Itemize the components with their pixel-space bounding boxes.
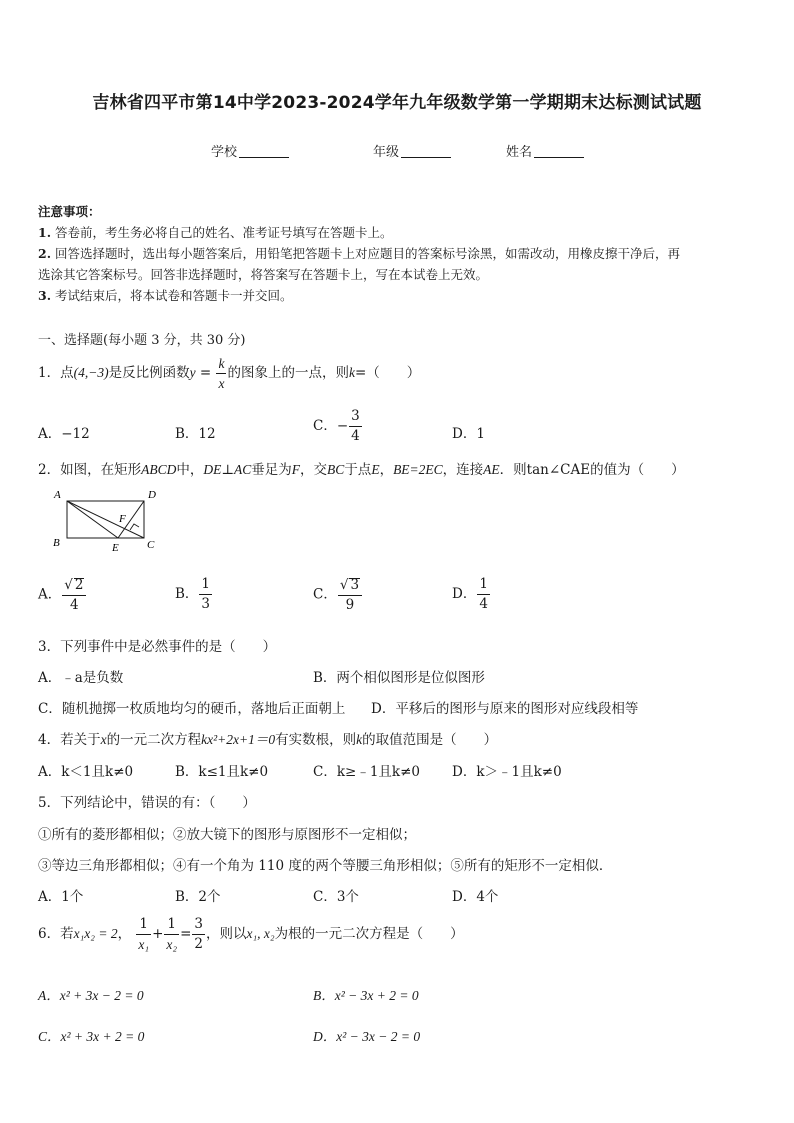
- notice-item-1: [38, 223, 393, 241]
- q2-option-d-num: 1: [477, 578, 490, 595]
- q4-k: k: [356, 732, 363, 747]
- q2-label-e: E: [112, 542, 119, 554]
- q4-equation: kx²+2x+1＝0: [201, 732, 276, 747]
- q1-func-lhs: y: [189, 365, 196, 380]
- q2-option-b: [175, 578, 213, 611]
- question-3-stem: 3．下列事件中是必然事件的是（ ）: [38, 639, 277, 655]
- q2-option-c-den: 9: [345, 596, 355, 613]
- q1-mid: 是反比例函数: [108, 365, 190, 381]
- q2-option-a-label: A．: [38, 586, 62, 603]
- q5-option-a: A．1个: [38, 889, 84, 905]
- q6-fraction-2: [164, 918, 179, 951]
- question-1-stem: 1．点(4,−3)是反比例函数y = $\frac{k}{x}$ 的图象上的一点，则k=（ ）: [38, 356, 421, 391]
- q6-frac3-den: 2: [194, 935, 203, 952]
- q2-ae: AE: [483, 462, 500, 477]
- q2-text2: 中，: [176, 462, 204, 478]
- q3-option-d: D．平移后的图形与原来的图形对应线段相等: [371, 701, 639, 717]
- q6-condition: x₁x₂ = 2: [73, 926, 118, 941]
- grade-label: 年级: [373, 145, 400, 160]
- question-5-stem: 5．下列结论中，错误的有：（ ）: [38, 795, 256, 811]
- school-field: [211, 141, 289, 160]
- q4-option-d: D．k＞﹣1且k≠0: [452, 764, 562, 780]
- q1-point: (4,−3): [73, 365, 109, 380]
- q4-x: x: [100, 732, 107, 747]
- q1-func-den: x: [218, 375, 225, 391]
- q2-e: E: [371, 462, 380, 477]
- q3-option-b: B．两个相似图形是位似图形: [313, 670, 485, 686]
- q6-option-c: C．x² + 3x + 2 = 0: [38, 1029, 145, 1044]
- notice-item-1-text: 答卷前，考生务必将自己的姓名、准考证号填写在答题卡上。: [55, 225, 393, 240]
- q1-func-fraction: [216, 357, 226, 390]
- q2-label-c: C: [147, 539, 155, 551]
- question-2-stem: [38, 458, 685, 478]
- q2-tan: tan∠CAE: [526, 462, 591, 478]
- q5-option-b: B．2个: [175, 889, 221, 905]
- page-title: 吉林省四平市第14中学2023-2024学年九年级数学第一学期期末达标测试试题: [92, 93, 702, 113]
- q3-option-c: C．随机抛掷一枚质地均匀的硬币，落地后正面朝上: [38, 701, 346, 717]
- q2-text5: 于点: [344, 462, 372, 478]
- q1-option-c-fraction: [349, 410, 362, 443]
- q2-option-d-fraction: [477, 578, 490, 611]
- q5-statements-line2: ③等边三角形都相似；④有一个角为 110 度的两个等腰三角形相似；⑤所有的矩形不一定相似．: [38, 858, 613, 874]
- q6-frac3-num: 3: [192, 918, 205, 935]
- q2-line-ac: [67, 501, 144, 538]
- name-blank: [534, 156, 584, 158]
- notice-item-2-text-line1: 回答选择题时，选出每小题答案后，用铅笔把答题卡上对应题目的答案标号涂黑，如需改动，用橡皮擦干净后，再: [55, 246, 681, 261]
- q2-label-f: F: [119, 513, 126, 525]
- q6-comma: ，: [117, 926, 132, 942]
- q2-option-a: [38, 578, 87, 612]
- q4-stem4: 的取值范围是（ ）: [362, 732, 498, 748]
- q2-label-d: D: [148, 489, 156, 501]
- q5-statements-line1: ①所有的菱形都相似；②放大镜下的图形与原图形不一定相似；: [38, 827, 416, 843]
- q2-text6: ，: [379, 462, 394, 478]
- q4-option-c: C．k≥﹣1且k≠0: [313, 764, 420, 780]
- q2-label-b: B: [53, 537, 60, 549]
- q2-be: BE=2EC: [393, 462, 443, 477]
- grade-field: [373, 141, 451, 160]
- q2-text8: ．则: [499, 462, 527, 478]
- q2-option-b-label: B．: [175, 586, 199, 602]
- q6-frac2-den: x₂: [166, 936, 178, 952]
- q5-option-d: D．4个: [452, 889, 499, 905]
- q4-option-a: A．k＜1且k≠0: [38, 764, 134, 780]
- q6-suffix2: 为根的一元二次方程是（ ）: [274, 926, 464, 942]
- notice-item-3-num: 3.: [38, 288, 52, 303]
- grade-blank: [401, 156, 451, 158]
- q2-label-a: A: [54, 489, 61, 501]
- q6-option-b: B．x² − 3x + 2 = 0: [313, 988, 419, 1003]
- q2-option-b-num: 1: [199, 578, 212, 595]
- q2-option-d-label: D．: [452, 586, 477, 602]
- notice-item-1-num: 1.: [38, 225, 52, 240]
- q1-k: k: [348, 365, 355, 380]
- q6-frac1-den: x₁: [138, 936, 150, 952]
- notice-item-3: [38, 286, 293, 304]
- q1-option-c-num: 3: [349, 410, 362, 427]
- q2-line-ae: [67, 501, 118, 538]
- q2-option-a-radicand: 2: [74, 577, 84, 593]
- q6-prefix: 6．若: [38, 926, 74, 942]
- q1-option-c-den: 4: [351, 427, 360, 444]
- q4-stem2: 的一元二次方程: [106, 732, 202, 748]
- q2-right-angle-mark: [130, 524, 139, 530]
- q5-option-c: C．3个: [313, 889, 359, 905]
- q2-option-c-label: C．: [313, 586, 337, 603]
- q4-stem1: 4．若关于: [38, 732, 101, 748]
- q2-option-a-den: 4: [70, 596, 79, 613]
- q2-option-b-den: 3: [201, 595, 211, 612]
- name-field: [506, 141, 584, 160]
- q6-option-d: D．x² − 3x − 2 = 0: [313, 1029, 421, 1044]
- notice-item-2: [38, 244, 680, 262]
- school-label: 学校: [211, 145, 238, 160]
- section-heading: 一、选择题(每小题 3 分，共 30 分): [38, 333, 246, 348]
- q6-frac1-num: 1: [136, 918, 151, 935]
- q1-end: =（ ）: [354, 365, 421, 381]
- q2-text9: 的值为（ ）: [590, 462, 685, 478]
- q1-func-num: k: [216, 357, 226, 374]
- q1-option-b: B．12: [175, 426, 216, 442]
- q6-eq: =: [180, 926, 192, 942]
- q2-text4: ，交: [300, 462, 328, 478]
- q1-option-a: A．−12: [38, 426, 90, 442]
- name-label: 姓名: [506, 145, 533, 160]
- q1-option-d: D．1: [452, 426, 485, 442]
- q1-suffix: 的图象上的一点，则: [227, 365, 349, 381]
- q2-de: DE⊥AC: [203, 462, 252, 477]
- notice-item-2-num: 2.: [38, 246, 52, 261]
- q6-fraction-3: [192, 918, 205, 951]
- q2-text1: 2．如图，在矩形: [38, 462, 142, 478]
- q2-f: F: [291, 462, 301, 477]
- q2-abcd: ABCD: [141, 462, 177, 477]
- question-6-stem: [38, 918, 464, 951]
- q6-fraction-1: [136, 918, 151, 951]
- notice-heading: 注意事项：: [38, 204, 101, 219]
- q1-option-c: [313, 410, 363, 443]
- q4-stem3: 有实数根，则: [275, 732, 357, 748]
- question-4-stem: [38, 728, 497, 748]
- q2-text7: ，连接: [442, 462, 484, 478]
- q2-option-b-fraction: [199, 578, 212, 611]
- notice-item-3-text: 考试结束后，将本试卷和答题卡一并交回。: [55, 288, 293, 303]
- q2-option-c-fraction: $\frac{√ 3}{9}$: [338, 578, 362, 612]
- q2-option-d: [452, 578, 491, 611]
- q1-prefix: 1．点: [38, 365, 74, 381]
- q2-option-c: [313, 578, 363, 612]
- school-blank: [239, 156, 289, 158]
- q1-option-c-prefix: C．−: [313, 418, 349, 434]
- q2-rectangle-figure: [48, 484, 168, 556]
- q6-option-a: A．x² + 3x − 2 = 0: [38, 988, 144, 1003]
- notice-item-2-line2: 选涂其它答案标号。回答非选择题时，将答案写在答题卡上，写在本试卷上无效。: [38, 267, 489, 282]
- q2-text3: 垂足为: [251, 462, 292, 478]
- q6-roots: x₁, x₂: [246, 926, 275, 941]
- q2-bc: BC: [327, 462, 345, 477]
- q2-option-c-radicand: 3: [350, 577, 360, 593]
- q2-option-a-fraction: $\frac{√ 2}{4}$: [62, 578, 86, 612]
- q6-frac2-num: 1: [164, 918, 179, 935]
- q6-suffix1: ，则以: [205, 926, 247, 942]
- q6-plus: +: [152, 926, 164, 942]
- q2-option-d-den: 4: [479, 595, 488, 612]
- q4-option-b: B．k≤1且k≠0: [175, 764, 269, 780]
- q3-option-a: A．﹣a是负数: [38, 670, 124, 686]
